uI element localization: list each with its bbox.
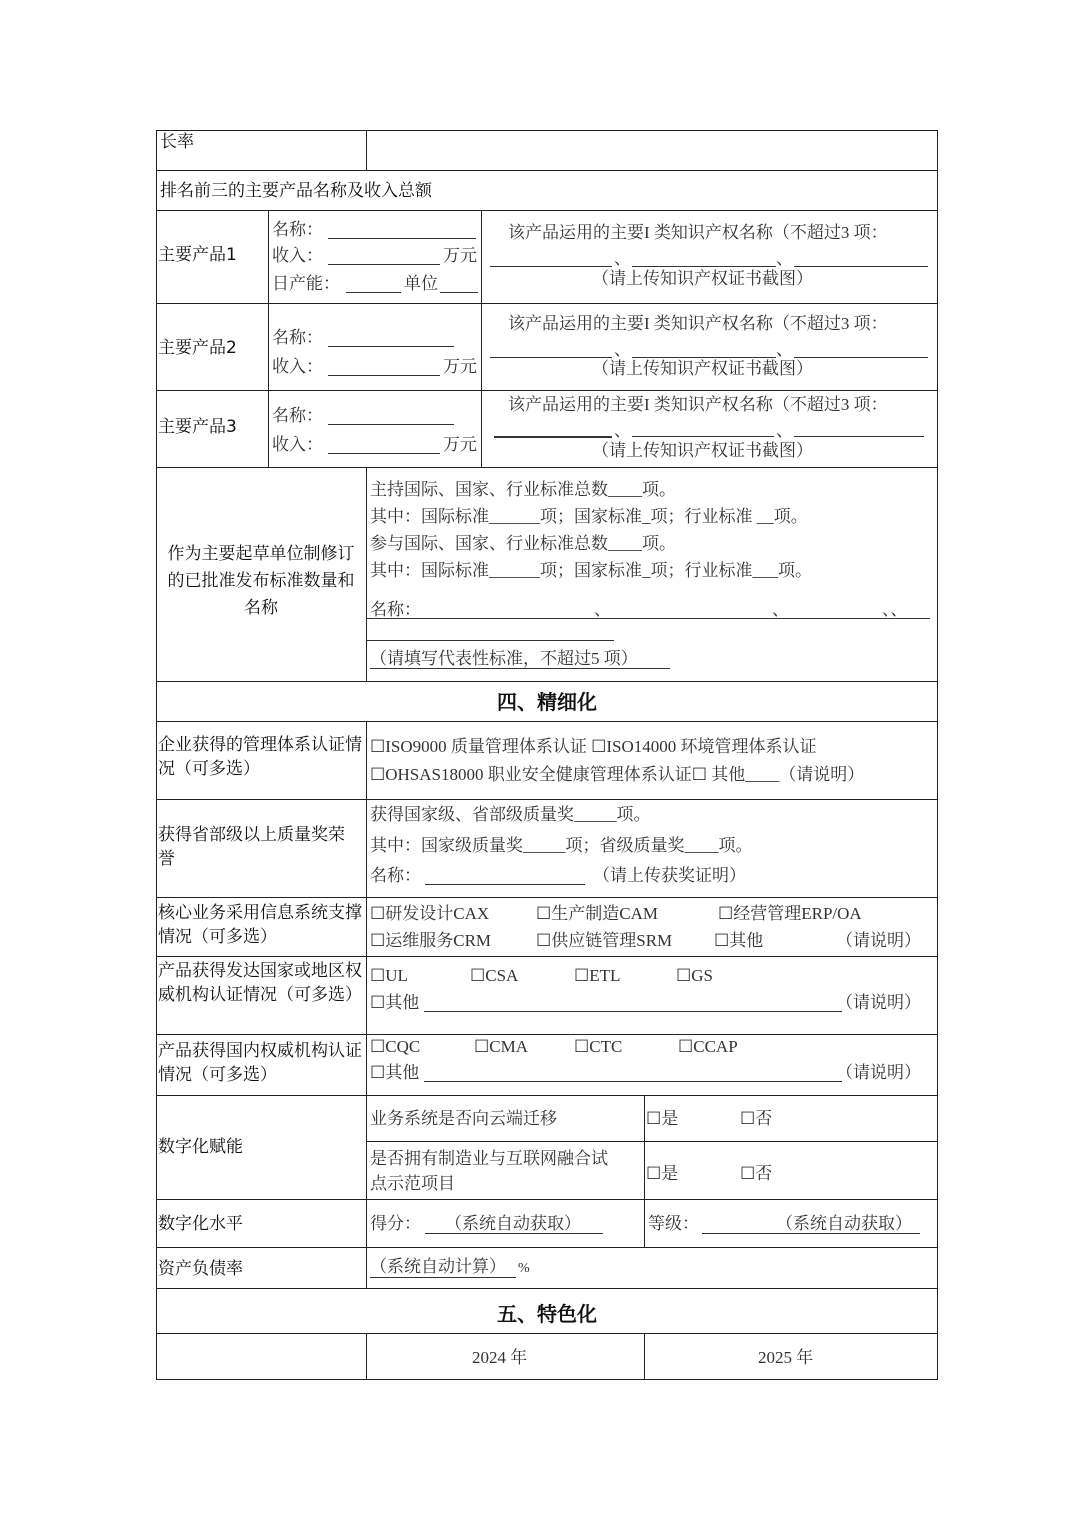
standards-sep: 、	[594, 600, 611, 619]
info-system-opt-cam[interactable]: ☐生产制造CAM	[536, 904, 658, 923]
product2-ip-note: （请上传知识产权证书截图）	[592, 359, 813, 378]
growth-rate-label: 长率	[160, 132, 194, 152]
domestic-cert-opt-cqc[interactable]: ☐CQC	[370, 1037, 421, 1056]
product1-ip-note: （请上传知识产权证书截图）	[592, 269, 813, 288]
product2-name-field[interactable]	[328, 346, 454, 347]
debt-ratio-value: （系统自动计算）	[370, 1257, 506, 1276]
product3-income-field[interactable]	[328, 453, 440, 454]
product3-ip-sep: 、	[776, 421, 793, 440]
quality-award-note: （请上传获奖证明）	[593, 866, 746, 885]
foreign-cert-opt-ul[interactable]: ☐UL	[370, 966, 408, 985]
standards-note-underline	[370, 668, 670, 669]
debt-ratio-unit: %	[518, 1261, 530, 1276]
product3-ip-field-3[interactable]	[794, 436, 924, 437]
product1-ip-sep: 、	[776, 249, 793, 268]
year-2025: 2025 年	[758, 1348, 814, 1367]
quality-award-name-label: 名称：	[370, 866, 421, 885]
mgmt-cert-line1[interactable]: ☐ISO9000 质量管理体系认证 ☐ISO14000 环境管理体系认证	[370, 737, 817, 756]
row-divider	[156, 721, 938, 722]
row-divider	[156, 1333, 938, 1334]
quality-award-line1: 获得国家级、省部级质量奖_____项。	[370, 805, 651, 824]
product1-name-label: 名称：	[272, 220, 323, 239]
digital-score-value: （系统自动获取）	[445, 1214, 581, 1233]
domestic-cert-opt-ccap[interactable]: ☐CCAP	[678, 1037, 738, 1056]
col-divider	[366, 467, 367, 681]
foreign-cert-opt-csa[interactable]: ☐CSA	[470, 966, 519, 985]
product1-income-unit: 万元	[443, 246, 477, 265]
foreign-cert-opt-etl[interactable]: ☐ETL	[574, 966, 621, 985]
product3-label: 主要产品3	[158, 417, 237, 437]
foreign-cert-opt-gs[interactable]: ☐GS	[676, 966, 713, 985]
product2-ip-title: 该产品运用的主要I 类知识产权名称（不超过3 项：	[508, 314, 888, 333]
standards-name-label: 名称：	[370, 600, 421, 619]
row-divider	[156, 170, 938, 171]
info-system-opt-srm[interactable]: ☐供应链管理SRM	[536, 931, 673, 950]
standards-line2: 其中：国际标准______项；国家标准_项；行业标准 __项。	[370, 507, 808, 526]
product1-label: 主要产品1	[158, 245, 237, 265]
digital-level-label: 数字化水平	[158, 1214, 243, 1234]
product3-ip-title: 该产品运用的主要I 类知识产权名称（不超过3 项：	[508, 395, 888, 414]
quality-award-label: 获得省部级以上质量奖荣誉	[158, 825, 345, 869]
quality-award-name-field[interactable]	[425, 884, 585, 885]
info-system-opt-cax[interactable]: ☐研发设计CAX	[370, 904, 490, 923]
row-divider	[156, 956, 938, 957]
info-system-opt-erp[interactable]: ☐经营管理ERP/OA	[718, 904, 862, 923]
standards-label: 作为主要起草单位制修订的已批准发布标准数量和名称	[167, 544, 355, 618]
col-divider	[644, 1333, 645, 1380]
product2-label: 主要产品2	[158, 338, 237, 358]
top3-header: 排名前三的主要产品名称及收入总额	[160, 181, 432, 201]
product1-ip-field-2[interactable]	[632, 266, 776, 267]
row-divider	[156, 467, 938, 468]
standards-line3: 参与国际、国家、行业标准总数____项。	[370, 534, 676, 553]
row-divider	[156, 681, 938, 682]
standards-note: （请填写代表性标准，不超过5 项）	[370, 649, 638, 668]
product1-capacity-unit: 单位	[404, 274, 438, 293]
product2-ip-sep: 、	[614, 340, 631, 359]
foreign-cert-other[interactable]: ☐其他	[370, 993, 420, 1012]
digital-score-field	[425, 1233, 603, 1234]
product3-name-field[interactable]	[328, 424, 454, 425]
domestic-cert-note: （请说明）	[836, 1063, 921, 1082]
standards-sep-end: 、、	[882, 600, 908, 619]
product1-ip-field-1[interactable]	[490, 266, 612, 267]
info-system-opt-crm[interactable]: ☐运维服务CRM	[370, 931, 492, 950]
row-divider	[156, 799, 938, 800]
product1-name-field[interactable]	[328, 238, 476, 239]
digital-q1-no[interactable]: ☐否	[740, 1109, 773, 1128]
product1-ip-sep: 、	[614, 249, 631, 268]
col-divider	[268, 210, 269, 467]
digital-grade-field	[702, 1233, 920, 1234]
product3-income-label: 收入：	[272, 435, 323, 454]
product1-capacity-field[interactable]	[346, 292, 401, 293]
product1-ip-field-3[interactable]	[794, 266, 928, 267]
row-divider	[156, 1095, 938, 1096]
product2-income-unit: 万元	[443, 357, 477, 376]
quality-award-line2: 其中：国家级质量奖_____项；省级质量奖____项。	[370, 836, 753, 855]
row-divider	[156, 1034, 938, 1035]
product3-ip-note: （请上传知识产权证书截图）	[592, 441, 813, 460]
product1-income-field[interactable]	[328, 264, 440, 265]
product2-ip-field-3[interactable]	[794, 357, 928, 358]
digital-grade-label: 等级：	[648, 1214, 699, 1233]
product1-income-label: 收入：	[272, 246, 323, 265]
row-divider	[156, 390, 938, 391]
standards-name-field-4[interactable]	[366, 618, 930, 619]
row-divider	[156, 1288, 938, 1289]
product3-name-label: 名称：	[272, 406, 323, 425]
col-divider	[366, 1333, 367, 1380]
product1-unit-field[interactable]	[440, 292, 478, 293]
digital-label: 数字化赋能	[158, 1137, 243, 1157]
digital-q1-yes[interactable]: ☐是	[646, 1109, 679, 1128]
product2-income-field[interactable]	[328, 375, 440, 376]
info-system-note: （请说明）	[836, 931, 921, 950]
info-system-opt-other[interactable]: ☐其他	[714, 931, 764, 950]
product3-ip-field-2[interactable]	[632, 436, 774, 437]
row-divider	[156, 1247, 938, 1248]
mgmt-cert-label: 企业获得的管理体系认证情况（可多选）	[158, 735, 362, 779]
digital-score-label: 得分：	[370, 1214, 421, 1233]
standards-line1: 主持国际、国家、行业标准总数____项。	[370, 480, 676, 499]
mgmt-cert-line2[interactable]: ☐OHSAS18000 职业安全健康管理体系认证☐ 其他____（请说明）	[370, 765, 865, 784]
domestic-cert-other-field[interactable]	[424, 1081, 842, 1082]
product1-capacity-label: 日产能：	[272, 274, 340, 293]
year-2024: 2024 年	[472, 1348, 528, 1367]
foreign-cert-note: （请说明）	[836, 993, 921, 1012]
domestic-cert-other[interactable]: ☐其他	[370, 1063, 420, 1082]
section5-title: 五、特色化	[497, 1302, 597, 1326]
col-divider	[481, 210, 482, 467]
standards-name-field-5[interactable]	[366, 640, 614, 641]
domestic-cert-label: 产品获得国内权威机构认证情况（可多选）	[158, 1041, 362, 1085]
section4-title: 四、精细化	[497, 690, 597, 714]
standards-line4: 其中：国际标准______项；国家标准_项；行业标准___项。	[370, 561, 812, 580]
product3-ip-field-1[interactable]	[494, 436, 612, 438]
row-divider	[156, 303, 938, 304]
product3-income-unit: 万元	[443, 435, 477, 454]
row-divider	[156, 897, 938, 898]
product1-ip-title: 该产品运用的主要I 类知识产权名称（不超过3 项：	[508, 223, 888, 242]
digital-q2-no[interactable]: ☐否	[740, 1164, 773, 1183]
digital-q2-yes[interactable]: ☐是	[646, 1164, 679, 1183]
debt-ratio-underline	[370, 1277, 516, 1278]
row-divider	[156, 210, 938, 211]
product3-ip-sep: 、	[614, 421, 631, 440]
row-divider	[156, 1199, 938, 1200]
col-divider	[644, 1095, 645, 1247]
info-system-label: 核心业务采用信息系统支撑情况（可多选）	[158, 903, 362, 947]
col-divider	[366, 130, 367, 170]
row-divider	[366, 1141, 938, 1142]
standards-sep: 、	[772, 600, 789, 619]
foreign-cert-label: 产品获得发达国家或地区权威机构认证情况（可多选）	[158, 961, 362, 1005]
domestic-cert-opt-cma[interactable]: ☐CMA	[474, 1037, 528, 1056]
digital-q2: 是否拥有制造业与互联网融合试点示范项目	[370, 1149, 608, 1193]
foreign-cert-other-field[interactable]	[424, 1011, 842, 1012]
col-divider	[366, 721, 367, 1288]
digital-grade-value: （系统自动获取）	[776, 1214, 912, 1233]
domestic-cert-opt-ctc[interactable]: ☐CTC	[574, 1037, 623, 1056]
product2-ip-sep: 、	[776, 340, 793, 359]
product2-name-label: 名称：	[272, 328, 323, 347]
product2-income-label: 收入：	[272, 357, 323, 376]
debt-ratio-label: 资产负债率	[158, 1259, 243, 1279]
digital-q1: 业务系统是否向云端迁移	[370, 1109, 557, 1128]
